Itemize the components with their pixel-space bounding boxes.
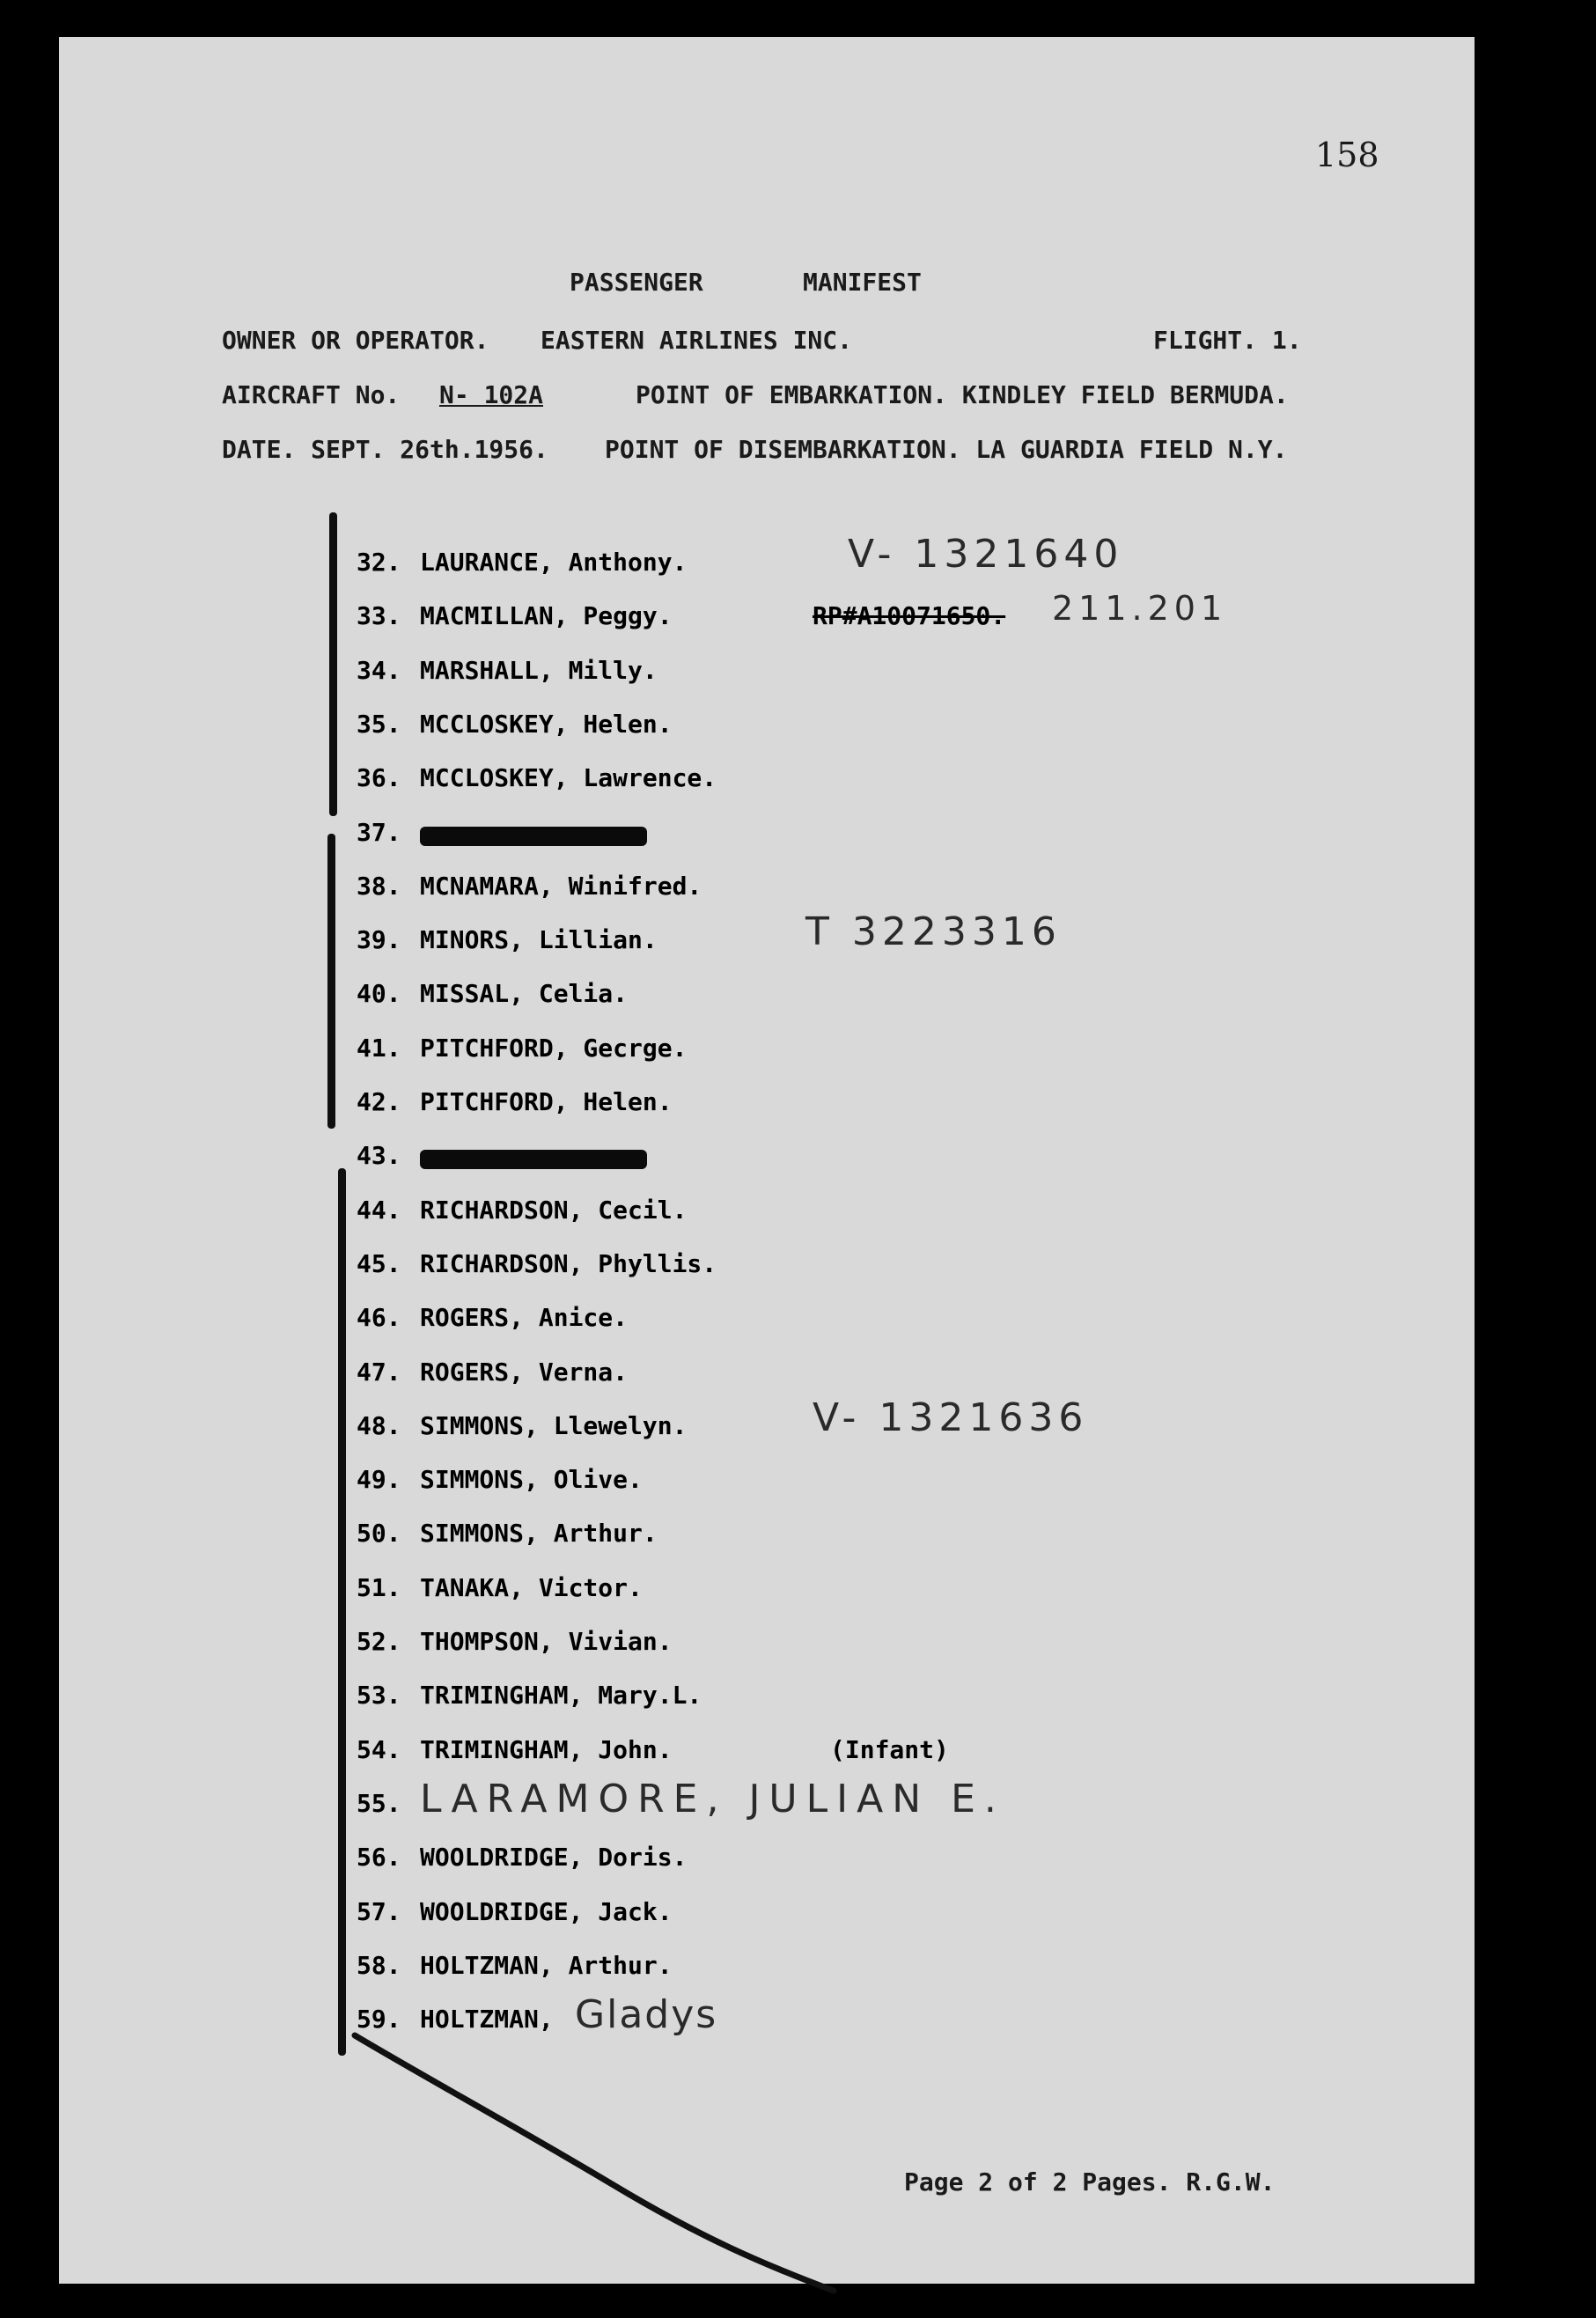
- date: DATE. SEPT. 26th.1956.: [222, 435, 548, 464]
- flight-number: FLIGHT. 1.: [1153, 326, 1302, 355]
- passenger-row: [357, 1034, 1413, 1078]
- bracket-group-1: [329, 512, 337, 816]
- owner-label: OWNER OR OPERATOR.: [222, 326, 489, 355]
- passenger-number: 41.: [357, 1033, 401, 1063]
- passenger-number: 38.: [357, 871, 401, 901]
- redacted-name: [420, 827, 647, 846]
- passenger-name: WOOLDRIDGE, Doris.: [420, 1843, 688, 1873]
- passenger-name: RICHARDSON, Phyllis.: [420, 1248, 717, 1278]
- passenger-row: [357, 1141, 1413, 1185]
- passenger-row: [357, 1843, 1413, 1887]
- passenger-row: [357, 589, 1413, 645]
- passenger-name: HOLTZMAN, Arthur.: [420, 1950, 673, 1980]
- passenger-row: [357, 656, 1413, 700]
- passenger-name: MCNAMARA, Winifred.: [420, 871, 702, 901]
- passenger-name: MISSAL, Celia.: [420, 979, 629, 1009]
- passenger-number: 58.: [357, 1950, 401, 1980]
- passenger-list: [357, 37, 1413, 2150]
- passenger-name: SIMMONS, Llewelyn.: [420, 1410, 688, 1440]
- passenger-row: [357, 818, 1413, 862]
- passenger-number: 43.: [357, 1141, 401, 1171]
- passenger-number: 55.: [357, 1788, 401, 1818]
- passenger-row: [357, 1249, 1413, 1293]
- passenger-name: LARAMORE, JULIAN E.: [420, 1776, 1005, 1821]
- disembarkation: POINT OF DISEMBARKATION. LA GUARDIA FIELD N.Y.: [605, 435, 1288, 464]
- passenger-row: [357, 1394, 1413, 1455]
- passenger-number: 40.: [357, 979, 401, 1009]
- passenger-number: 54.: [357, 1734, 401, 1764]
- page-number: 158: [1315, 136, 1379, 174]
- passenger-row: [357, 1573, 1413, 1617]
- diagonal-pen-stroke: [349, 2027, 842, 2308]
- bracket-group-3: [338, 1168, 346, 2056]
- passenger-number: 39.: [357, 925, 401, 955]
- passenger-row: [357, 1681, 1413, 1725]
- passenger-name: THOMPSON, Vivian.: [420, 1627, 673, 1656]
- passenger-number: 34.: [357, 655, 401, 685]
- manifest-page: [59, 37, 1475, 2284]
- passenger-name: TANAKA, Victor.: [420, 1572, 643, 1602]
- struck-annotation: RP#A10071650.: [813, 601, 1006, 631]
- passenger-row: [357, 1627, 1413, 1671]
- redacted-name: [420, 1150, 647, 1169]
- passenger-row: [357, 1196, 1413, 1240]
- passenger-name: MCCLOSKEY, Helen.: [420, 709, 673, 739]
- passenger-number: 47.: [357, 1357, 401, 1387]
- passenger-name: TRIMINGHAM, John.: [420, 1734, 673, 1764]
- owner-value: EASTERN AIRLINES INC.: [541, 326, 853, 355]
- passenger-name: MINORS, Lillian.: [420, 925, 658, 955]
- passenger-name: MACMILLAN, Peggy.: [420, 601, 673, 631]
- passenger-number: 48.: [357, 1410, 401, 1440]
- passenger-name: HOLTZMAN,: [420, 2005, 554, 2035]
- handwritten-annotation: 211.201: [1052, 589, 1228, 629]
- passenger-name: MARSHALL, Milly.: [420, 655, 658, 685]
- aircraft-value: N- 102A: [439, 380, 544, 409]
- passenger-name: PITCHFORD, Gecrge.: [420, 1033, 688, 1063]
- passenger-row: [357, 763, 1413, 807]
- passenger-name: LAURANCE, Anthony.: [420, 548, 688, 577]
- passenger-number: 52.: [357, 1627, 401, 1656]
- passenger-row: [357, 1087, 1413, 1131]
- passenger-number: 51.: [357, 1572, 401, 1602]
- embarkation: POINT OF EMBARKATION. KINDLEY FIELD BERMUDA.: [636, 380, 1289, 409]
- passenger-annotation: T 3223316: [805, 909, 1062, 955]
- aircraft-label: AIRCRAFT No.: [222, 380, 401, 409]
- passenger-row: [357, 532, 1413, 592]
- passenger-row: [357, 710, 1413, 754]
- passenger-name: TRIMINGHAM, Mary.L.: [420, 1681, 702, 1711]
- passenger-number: 53.: [357, 1681, 401, 1711]
- passenger-row: [357, 1465, 1413, 1509]
- passenger-name: SIMMONS, Arthur.: [420, 1519, 658, 1549]
- passenger-name: RICHARDSON, Cecil.: [420, 1195, 688, 1225]
- passenger-number: 44.: [357, 1195, 401, 1225]
- passenger-number: 57.: [357, 1896, 401, 1926]
- passenger-number: 49.: [357, 1465, 401, 1495]
- passenger-number: 33.: [357, 601, 401, 631]
- passenger-row: [357, 1303, 1413, 1347]
- passenger-annotation: V- 1321640: [848, 532, 1124, 577]
- passenger-number: 50.: [357, 1519, 401, 1549]
- passenger-name: SIMMONS, Olive.: [420, 1465, 643, 1495]
- passenger-name: ROGERS, Verna.: [420, 1357, 629, 1387]
- passenger-name: PITCHFORD, Helen.: [420, 1087, 673, 1116]
- title-passenger: PASSENGER: [570, 268, 703, 297]
- title-manifest: MANIFEST: [803, 268, 922, 297]
- passenger-row: [357, 1951, 1413, 1995]
- passenger-name: WOOLDRIDGE, Jack.: [420, 1896, 673, 1926]
- passenger-row: [357, 1776, 1413, 1833]
- passenger-number: 45.: [357, 1248, 401, 1278]
- passenger-number: 42.: [357, 1087, 401, 1116]
- passenger-number: 46.: [357, 1303, 401, 1333]
- passenger-row: [357, 1735, 1413, 1779]
- passenger-row: [357, 1519, 1413, 1563]
- passenger-row: [357, 979, 1413, 1023]
- passenger-number: 35.: [357, 709, 401, 739]
- passenger-row: [357, 909, 1413, 969]
- passenger-number: 56.: [357, 1843, 401, 1873]
- passenger-annotation: (Infant): [830, 1734, 949, 1764]
- passenger-name: ROGERS, Anice.: [420, 1303, 629, 1333]
- passenger-number: 32.: [357, 548, 401, 577]
- passenger-number: 59.: [357, 2005, 401, 2035]
- page-footer: Page 2 of 2 Pages. R.G.W.: [904, 2167, 1276, 2197]
- passenger-number: 37.: [357, 817, 401, 847]
- bracket-group-2: [327, 834, 335, 1129]
- passenger-name: MCCLOSKEY, Lawrence.: [420, 763, 717, 793]
- passenger-number: 36.: [357, 763, 401, 793]
- passenger-annotation: V- 1321636: [813, 1394, 1089, 1440]
- handwritten-first-name: Gladys: [575, 1992, 718, 2038]
- passenger-row: [357, 1897, 1413, 1941]
